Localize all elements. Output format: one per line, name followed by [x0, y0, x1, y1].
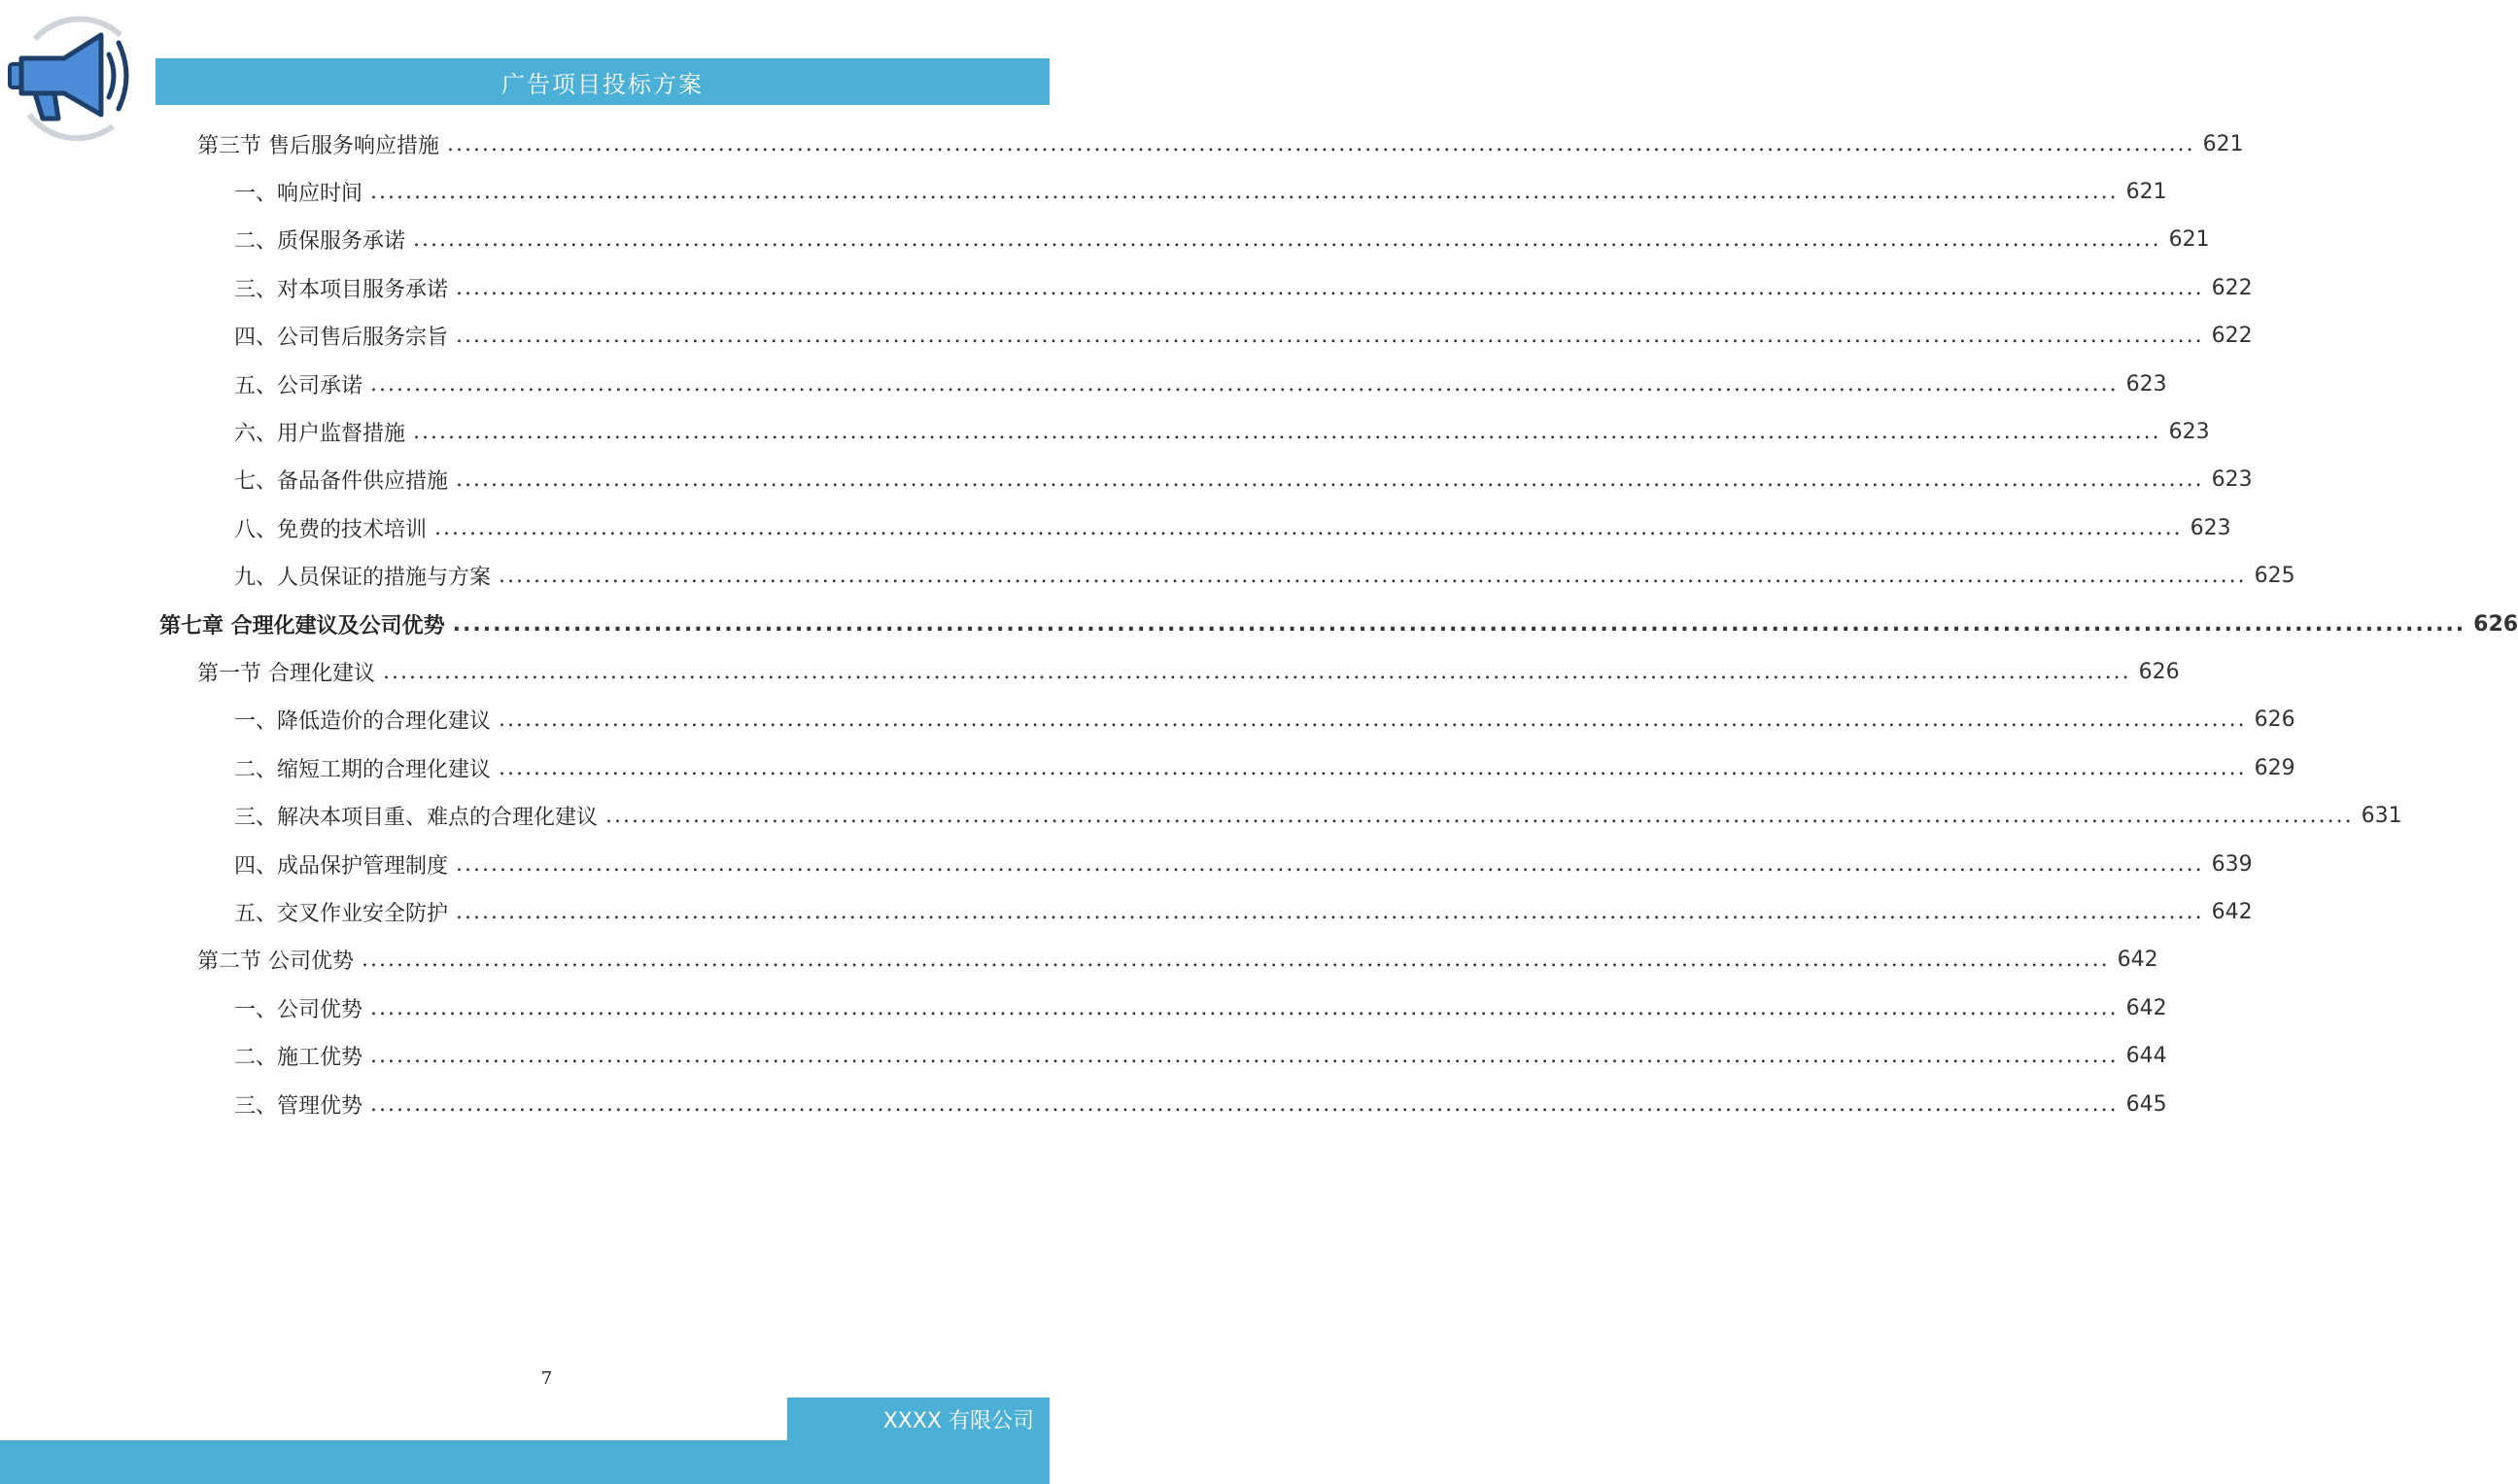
toc-leader-dots: ........................................................................................................................................................................................................	[499, 707, 2247, 733]
toc-leader-dots: ........................................................................................................................................................................................................	[456, 899, 2204, 924]
toc-entry[interactable]	[234, 221, 2210, 259]
toc-leader-dots: ........................................................................................................................................................................................................	[413, 227, 2161, 253]
toc-entry-title: 第三节 售后服务响应措施	[197, 133, 439, 158]
toc-entry[interactable]	[234, 461, 2253, 500]
toc-entry-title: 三、管理优势	[234, 1093, 363, 1119]
toc-entry-page: 626	[2473, 611, 2518, 637]
toc-entry-page: 622	[2211, 275, 2253, 300]
toc-entry-title: 一、公司优势	[234, 997, 363, 1022]
document-title: 广告项目投标方案	[501, 70, 704, 98]
toc-leader-dots: ........................................................................................................................................................................................................	[605, 804, 2354, 829]
toc-entry-title: 第二节 公司优势	[197, 949, 354, 975]
toc-leader-dots: ........................................................................................................................................................................................................	[413, 419, 2161, 444]
toc-entry-page: 623	[2211, 467, 2253, 493]
toc-entry-title: 第七章 合理化建议及公司优势	[159, 613, 445, 638]
toc-leader-dots: ........................................................................................................................................................................................................	[370, 371, 2119, 397]
toc-leader-dots: ........................................................................................................................................................................................................	[370, 179, 2119, 204]
toc-entry-title: 九、人员保证的措施与方案	[234, 566, 492, 591]
toc-entry[interactable]	[234, 988, 2167, 1027]
toc-entry-title: 一、响应时间	[234, 181, 363, 206]
megaphone-icon	[6, 10, 142, 141]
toc-entry-page: 622	[2211, 324, 2253, 349]
toc-entry-page: 623	[2125, 371, 2167, 397]
toc-leader-dots: ........................................................................................................................................................................................................	[370, 1044, 2119, 1069]
toc-entry-page: 629	[2254, 755, 2295, 780]
toc-entry-page: 626	[2254, 707, 2295, 733]
toc-entry[interactable]	[234, 1037, 2167, 1076]
toc-entry-title: 四、公司售后服务宗旨	[234, 326, 449, 351]
toc-entry[interactable]	[197, 652, 2180, 691]
toc-leader-dots: ........................................................................................................................................................................................................	[370, 1091, 2119, 1117]
toc-entry-page: 642	[2211, 899, 2253, 924]
toc-entry[interactable]	[159, 604, 2518, 643]
toc-entry-title: 二、施工优势	[234, 1046, 363, 1071]
toc-entry[interactable]	[234, 1085, 2167, 1123]
toc-entry[interactable]	[234, 364, 2167, 403]
toc-entry-page: 642	[2125, 995, 2167, 1020]
toc-leader-dots: ........................................................................................................................................................................................................	[383, 659, 2131, 684]
toc-entry[interactable]	[234, 172, 2167, 211]
footer-bar	[0, 1440, 1050, 1484]
toc-leader-dots: ........................................................................................................................................................................................................	[452, 611, 2466, 637]
page-number: 7	[540, 1368, 553, 1389]
toc-entry-page: 621	[2125, 179, 2167, 204]
toc-entry-page: 623	[2190, 515, 2231, 540]
toc-entry[interactable]	[234, 892, 2253, 931]
toc-leader-dots: ........................................................................................................................................................................................................	[370, 995, 2119, 1020]
toc-entry-page: 642	[2117, 948, 2158, 973]
toc-entry-title: 五、公司承诺	[234, 373, 363, 398]
toc-entry-page: 645	[2125, 1091, 2167, 1117]
toc-entry[interactable]	[197, 941, 2158, 980]
toc-leader-dots: ........................................................................................................................................................................................................	[456, 324, 2204, 349]
toc-entry-title: 三、解决本项目重、难点的合理化建议	[234, 806, 599, 831]
company-name: XXXX 有限公司	[882, 1408, 1034, 1433]
toc-entry[interactable]	[234, 748, 2295, 787]
toc-leader-dots: ........................................................................................................................................................................................................	[456, 851, 2204, 877]
toc-entry[interactable]	[234, 845, 2253, 883]
toc-leader-dots: ........................................................................................................................................................................................................	[499, 755, 2247, 780]
footer-company-box	[787, 1398, 1050, 1440]
header-bar	[155, 58, 1050, 105]
toc-leader-dots: ........................................................................................................................................................................................................	[456, 275, 2204, 300]
toc-entry-page: 626	[2138, 659, 2180, 684]
toc-leader-dots: ........................................................................................................................................................................................................	[447, 131, 2195, 156]
toc-entry-title: 八、免费的技术培训	[234, 517, 428, 542]
toc-entry-title: 三、对本项目服务承诺	[234, 277, 449, 302]
toc-entry-page: 625	[2254, 564, 2295, 589]
toc-entry[interactable]	[197, 124, 2244, 163]
toc-entry-title: 一、降低造价的合理化建议	[234, 709, 492, 735]
toc-entry-page: 631	[2361, 804, 2402, 829]
toc-entry-title: 七、备品备件供应措施	[234, 469, 449, 495]
toc-entry-page: 623	[2168, 419, 2210, 444]
toc-entry[interactable]	[234, 557, 2295, 596]
toc-entry-title: 第一节 合理化建议	[197, 661, 375, 686]
toc-entry-page: 644	[2125, 1044, 2167, 1069]
toc-entry-title: 六、用户监督措施	[234, 421, 406, 446]
toc-entry[interactable]	[234, 508, 2231, 547]
toc-entry[interactable]	[234, 701, 2295, 740]
toc-leader-dots: ........................................................................................................................................................................................................	[456, 467, 2204, 493]
toc-entry-page: 639	[2211, 851, 2253, 877]
toc-entry-page: 621	[2168, 227, 2210, 253]
toc-leader-dots: ........................................................................................................................................................................................................	[362, 948, 2110, 973]
toc-entry[interactable]	[234, 317, 2253, 356]
toc-leader-dots: ........................................................................................................................................................................................................	[499, 564, 2247, 589]
toc-entry-title: 二、质保服务承诺	[234, 229, 406, 255]
toc-entry-title: 五、交叉作业安全防护	[234, 901, 449, 926]
toc-entry-page: 621	[2202, 131, 2244, 156]
toc-entry-title: 四、成品保护管理制度	[234, 853, 449, 879]
toc-leader-dots: ........................................................................................................................................................................................................	[434, 515, 2183, 540]
toc-entry[interactable]	[234, 412, 2210, 451]
toc-entry-title: 二、缩短工期的合理化建议	[234, 757, 492, 782]
toc-entry[interactable]	[234, 268, 2253, 307]
toc-entry[interactable]	[234, 797, 2402, 836]
